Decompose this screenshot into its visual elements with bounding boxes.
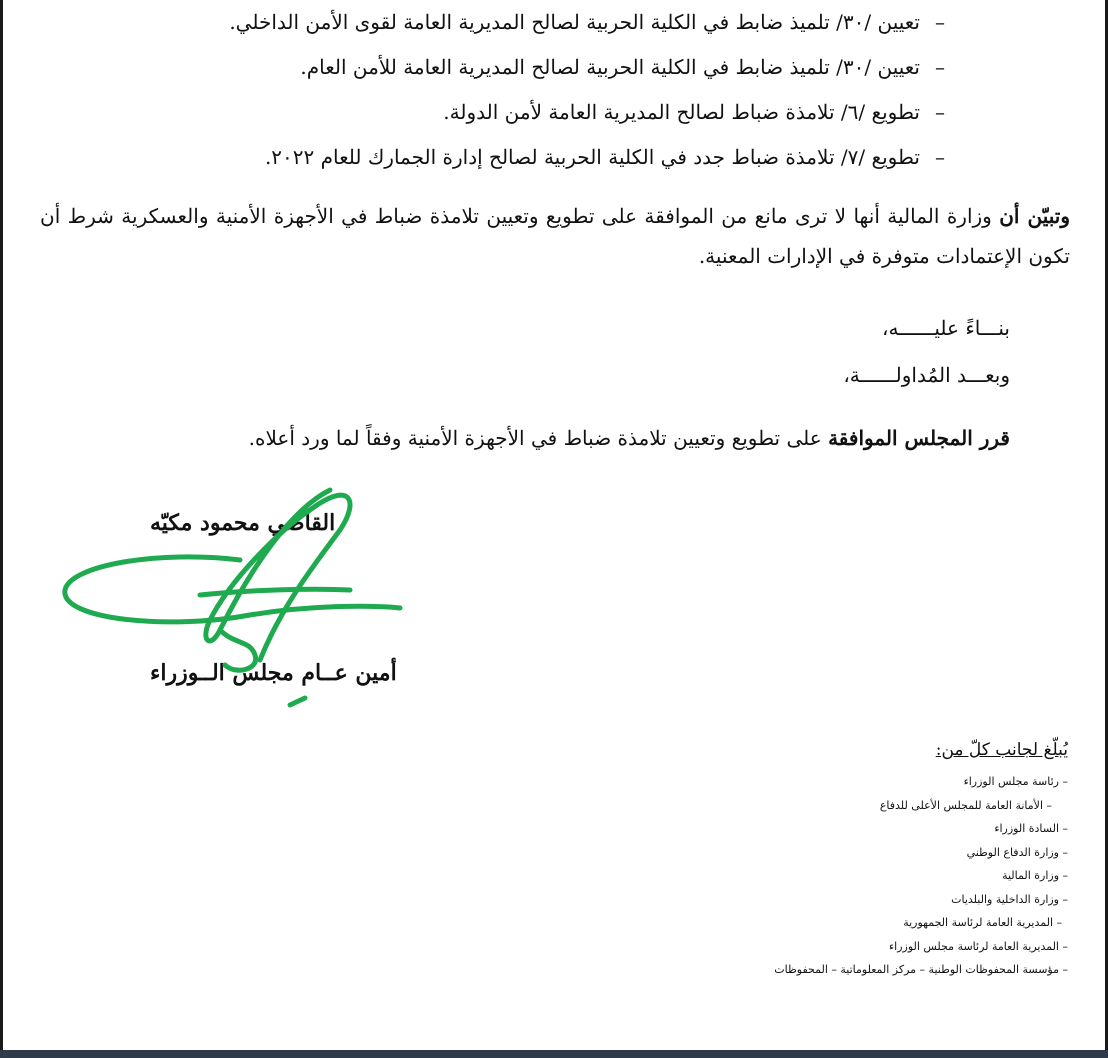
bullet-dash: – xyxy=(935,55,945,79)
bullet-item xyxy=(265,145,960,169)
page-border-left xyxy=(0,0,3,1058)
distribution-item: – رئاسة مجلس الوزراء xyxy=(963,775,1068,788)
bullet-item xyxy=(300,55,960,79)
bullet-text: تعيين /٣٠/ تلميذ ضابط في الكلية الحربية لصالح المديرية العامة للأمن العام. xyxy=(300,55,920,79)
bullet-item xyxy=(229,10,960,34)
distribution-list xyxy=(774,770,1068,982)
deliberation-line: وبعـــد المُداولــــــة، xyxy=(843,363,1010,387)
bullet-item xyxy=(443,100,960,124)
signatory-title: أمين عــام مجلس الــوزراء xyxy=(150,660,397,686)
distribution-item: – وزارة الداخلية والبلديات xyxy=(951,892,1068,906)
based-on-line: بنـــاءً عليــــــه، xyxy=(882,316,1010,340)
bullet-dash: – xyxy=(935,100,945,124)
handwritten-signature xyxy=(50,470,410,720)
decision-lead: قرر المجلس الموافقة xyxy=(828,426,1010,450)
distribution-title: يُبلّغ لجانب كلّ من: xyxy=(935,740,1068,760)
distribution-item: – مؤسسة المحفوظات الوطنية – مركز المعلوماتية – المحفوظات xyxy=(774,963,1068,976)
bullet-dash: – xyxy=(935,10,945,34)
finance-paragraph xyxy=(40,196,1070,276)
distribution-item: – وزارة المالية xyxy=(1002,869,1068,882)
distribution-item: – المديرية العامة لرئاسة مجلس الوزراء xyxy=(888,939,1068,953)
bullet-text: تعيين /٣٠/ تلميذ ضابط في الكلية الحربية لصالح المديرية العامة لقوى الأمن الداخلي. xyxy=(229,10,920,34)
finance-text: وزارة المالية أنها لا ترى مانع من الموافقة على تطويع وتعيين تلامذة ضباط في الأجهزة الأمنية والعسكرية شرط أن تكون الإعتمادات متوفرة في الإدارات المعنية. xyxy=(40,204,1070,268)
distribution-item: – السادة الوزراء xyxy=(994,822,1068,835)
distribution-item: – المديرية العامة لرئاسة الجمهورية xyxy=(903,916,1062,929)
bullet-text: تطويع /٧/ تلامذة ضباط جدد في الكلية الحربية لصالح إدارة الجمارك للعام ٢٠٢٢. xyxy=(264,145,920,169)
bottom-bar xyxy=(0,1050,1108,1058)
finance-lead: وتبيّن أن xyxy=(999,204,1070,228)
decision-text: على تطويع وتعيين تلامذة ضباط في الأجهزة الأمنية وفقاً لما ورد أعلاه. xyxy=(248,426,829,450)
bullet-dash: – xyxy=(935,145,945,169)
signatory-name: القاضي محمود مكيّه xyxy=(150,510,336,536)
distribution-item: – وزارة الدفاع الوطني xyxy=(966,845,1068,859)
distribution-item: – الأمانة العامة للمجلس الأعلى للدفاع xyxy=(879,798,1052,812)
bullet-text: تطويع /٦/ تلامذة ضباط لصالح المديرية العامة لأمن الدولة. xyxy=(443,100,920,124)
decision-line xyxy=(249,426,1010,450)
